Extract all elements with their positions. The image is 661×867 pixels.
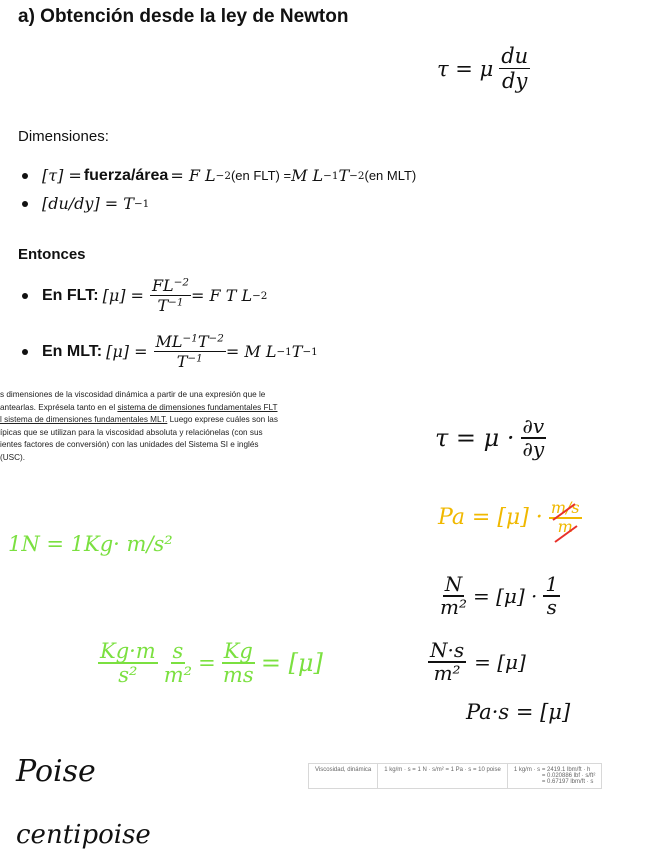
math-text: [μ] = xyxy=(102,286,144,305)
excerpt-line xyxy=(0,402,345,415)
exponent: −1 xyxy=(168,296,184,309)
denominator: ms xyxy=(222,663,254,688)
math-text: ML xyxy=(155,332,183,351)
bullet-dot xyxy=(22,201,28,207)
math-text: = F T L xyxy=(191,286,253,305)
exponent: −1 xyxy=(276,345,292,358)
numerator: Kg·m xyxy=(100,639,156,663)
math-text: T xyxy=(197,332,209,351)
math-text: T xyxy=(291,342,303,361)
bullet-dot xyxy=(22,349,28,355)
poise-note: Poise xyxy=(16,754,96,789)
mlt-fraction xyxy=(154,332,226,371)
excerpt-underlined: sistema de dimensiones fundamentales FLT xyxy=(117,402,278,412)
bold-text: fuerza/área xyxy=(83,166,169,184)
numerator: ∂v xyxy=(522,414,545,438)
equals-mu: = [μ] · xyxy=(472,584,538,608)
exponent: −2 xyxy=(349,169,365,182)
conversion-table-container xyxy=(308,763,653,789)
math-text: T xyxy=(338,166,350,185)
handwritten-fraction xyxy=(543,574,560,618)
handwritten-fraction xyxy=(428,640,466,684)
equation-lhs: τ = μ xyxy=(437,56,494,81)
mlt-label: En MLT: xyxy=(42,342,103,360)
math-text: = M L xyxy=(225,342,277,361)
equals-mu: = [μ] xyxy=(474,650,526,674)
excerpt-line: (USC). xyxy=(0,452,26,462)
math-text: [du/dy] = T xyxy=(42,194,134,213)
numerator: s xyxy=(172,639,184,663)
exponent: −1 xyxy=(323,169,339,182)
table-cell-english xyxy=(507,764,602,789)
denominator: m xyxy=(557,516,573,536)
exponent: −1 xyxy=(302,345,318,358)
math-text: FL xyxy=(151,276,174,295)
bullet-mlt xyxy=(22,332,318,371)
exponent: −2 xyxy=(173,276,190,289)
excerpt-text: antearlas. Exprésela tanto en el xyxy=(0,402,118,412)
math-text: T xyxy=(157,296,169,315)
handwritten-fraction xyxy=(440,574,467,618)
math-text: = F L xyxy=(170,166,216,185)
handwritten-fraction xyxy=(164,640,192,686)
excerpt-underlined: l sistema de dimensiones fundamentales MLT. xyxy=(0,415,168,425)
denominator: m² xyxy=(163,663,193,688)
pascal-note xyxy=(438,500,582,536)
handwritten-fraction xyxy=(98,640,158,686)
bullet-gradient-dimensions xyxy=(22,194,149,213)
flt-fraction xyxy=(150,276,191,315)
kg-units-note xyxy=(98,640,323,686)
math-text: [τ] = xyxy=(42,166,82,185)
numerator: 1 xyxy=(545,572,559,596)
excerpt-line: ientes factores de conversión) con las unidades del Sistema SI e inglés xyxy=(0,440,259,450)
exponent: −1 xyxy=(133,197,150,210)
unit-note: (en MLT) xyxy=(364,168,417,183)
numerator: N xyxy=(444,572,463,596)
handwritten-fraction xyxy=(222,640,255,686)
table-row xyxy=(309,764,602,789)
exponent: −2 xyxy=(215,169,231,182)
conversion-line: = 0.67197 lbm/ft · s xyxy=(541,779,594,785)
handwritten-fraction xyxy=(549,500,582,536)
math-text: M L xyxy=(291,166,324,185)
centipoise-note: centipoise xyxy=(16,820,151,850)
newton-definition-note: 1N = 1Kg· m/s² xyxy=(8,532,173,556)
textbook-excerpt xyxy=(0,389,345,465)
exponent: −1 xyxy=(187,352,203,365)
cancel-strike-icon xyxy=(549,500,589,544)
equation-lhs: Pa = [μ] · xyxy=(438,505,543,531)
excerpt-line: s dimensiones de la viscosidad dinámica a partir de una expresión que le xyxy=(0,390,266,399)
conversion-table xyxy=(308,763,602,789)
excerpt-line: ípicas que se utilizan para la viscosidad absoluta y relaciónelas (con sus xyxy=(0,427,263,437)
equation-lhs: τ = μ · xyxy=(435,424,515,452)
bullet-dot xyxy=(22,293,28,299)
conversion-line: = 0.020886 lbf · s/ft² xyxy=(541,773,596,779)
conversion-line: 1 kg/m · s = 2419.1 lbm/ft · h xyxy=(513,767,591,773)
numerator: m/s xyxy=(550,498,580,517)
newton-second-note xyxy=(428,640,526,684)
newton-law-equation xyxy=(437,44,530,93)
section-heading: a) Obtención desde la ley de Newton xyxy=(18,6,349,27)
denominator: m² xyxy=(433,661,461,685)
denominator: s² xyxy=(118,663,138,688)
denominator: s xyxy=(546,595,557,619)
excerpt-text: Luego exprese cuáles son las xyxy=(167,415,278,425)
flt-label: En FLT: xyxy=(42,286,99,304)
equals-sign: = xyxy=(198,651,216,676)
pascal-second-note: Pa·s = [μ] xyxy=(466,700,571,724)
numerator: Kg xyxy=(223,639,253,663)
math-text: [μ] = xyxy=(106,342,148,361)
equation-fraction xyxy=(499,44,530,93)
exponent: −1 xyxy=(182,332,198,345)
table-cell-si: 1 kg/m · s = 1 N · s/m² = 1 Pa · s = 10 poise xyxy=(378,764,508,789)
table-cell-label: Viscosidad, dinámica xyxy=(309,764,378,789)
unit-note: (en FLT) = xyxy=(230,168,292,183)
bullet-flt xyxy=(22,276,267,315)
fraction-numerator: du xyxy=(501,44,529,68)
newton-per-area-note xyxy=(440,574,560,618)
equals-mu: = [μ] xyxy=(260,649,323,678)
exponent: −2 xyxy=(208,332,224,345)
shear-stress-note xyxy=(435,416,546,460)
handwritten-fraction xyxy=(521,416,547,460)
denominator: m² xyxy=(440,595,467,619)
denominator: ∂y xyxy=(522,437,545,461)
bullet-tau-dimensions xyxy=(22,166,416,185)
numerator: N·s xyxy=(430,638,465,662)
exponent: −2 xyxy=(252,289,268,302)
math-text: T xyxy=(176,352,188,371)
dimensions-label: Dimensiones: xyxy=(18,128,109,145)
bullet-dot xyxy=(22,173,28,179)
fraction-denominator: dy xyxy=(502,69,528,93)
excerpt-line xyxy=(0,414,345,427)
then-label: Entonces xyxy=(18,246,86,263)
